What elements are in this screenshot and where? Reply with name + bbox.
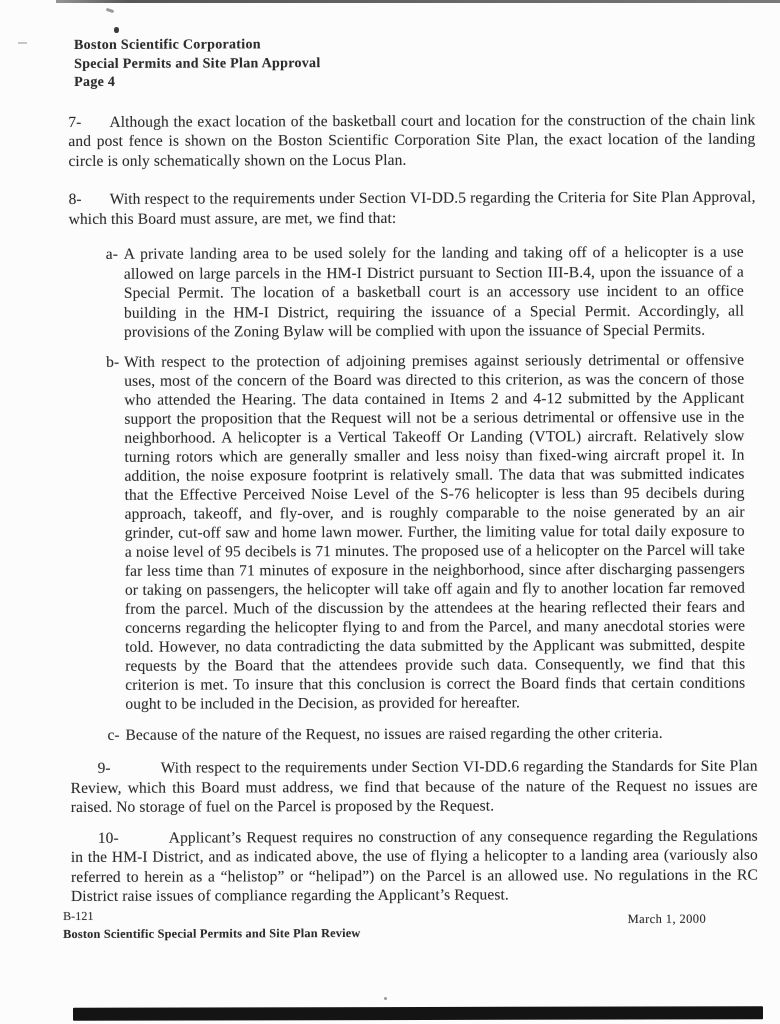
scan-edge-artifact-bottom bbox=[73, 1006, 763, 1020]
paragraph-7-number: 7- bbox=[68, 113, 82, 131]
document-header bbox=[74, 35, 755, 93]
subitem-a-label: a- bbox=[105, 245, 119, 263]
paragraph-9-text: With respect to the requirements under Section VI-DD.6 regarding the Standards for Site Plan Review, which this Board must address, we find that because of the nature of the Request no issues are raised. No storage of fuel on the Parcel is proposed by the Request. bbox=[70, 757, 758, 816]
paragraph-8 bbox=[69, 188, 756, 229]
subitem-c-text: Because of the nature of the Request, no issues are raised regarding the other criteria. bbox=[125, 724, 663, 744]
paragraph-7-text: Although the exact location of the basketball court and location for the construction of the chain link and post fence is shown on the Boston Scientific Corporation Site Plan, the exact location of the landing circle is only schematically shown on the Locus Plan. bbox=[68, 111, 756, 170]
paragraph-10 bbox=[71, 826, 758, 906]
header-page-number: Page 4 bbox=[74, 74, 116, 90]
subitem-a-text: A private landing area to be used solely for the landing and taking off of a helicopter is a use allowed on large parcels in the HM-I District pursuant to Section III-B.4, upon the issuance of a Special Permit. The location of a basketball court is an accessory use incident to an office building in the HM-I District, requiring the issuance of a Special Permit. Accordingly, all provisions of the Zoning Bylaw will be complied with upon the issuance of Special Permits. bbox=[123, 243, 744, 341]
header-subject: Special Permits and Site Plan Approval bbox=[74, 55, 321, 72]
subitem-c-label: c- bbox=[107, 726, 120, 744]
subitem-c bbox=[107, 723, 745, 745]
scan-speck bbox=[106, 8, 115, 13]
paragraph-7 bbox=[68, 110, 755, 171]
paragraph-10-text: Applicant’s Request requires no construction of any consequence regarding the Regulations in the HM-I District, and as indicated above, the use of flying a helicopter to a landing area (variously also referred to herein as a “helistop” or “helipad”) on the Parcel is an allowed use. No regulations in the RC District raise issues of compliance regarding the Applicant’s Request. bbox=[70, 827, 758, 905]
paragraph-8-text: With respect to the requirements under Section VI-DD.5 regarding the Criteria for Site Plan Approval, which this Board must assure, are met, we find that: bbox=[68, 188, 756, 228]
subitem-b-label: b- bbox=[106, 353, 120, 371]
scan-speck bbox=[18, 42, 27, 44]
subitem-b bbox=[106, 350, 745, 713]
footer-row bbox=[63, 906, 758, 926]
footer-date: March 1, 2000 bbox=[627, 911, 707, 926]
scan-edge-artifact bbox=[56, 0, 780, 3]
subitem-b-text: With respect to the protection of adjoining premises against seriously detrimental or offensive uses, most of the concern of the Board was directed to this criterion, as was the concern of those who attended the Hearing. The data contained in Items 2 and 4-12 submitted by the Applicant support the proposition that the Request will not be a serious detrimental or offensive use in the neighborhood. A helicopter is a Vertical Takeoff Or Landing (VTOL) aircraft. Relatively slow turning rotors which are generally smaller and less noisy than fixed-wing aircraft propel it. In addition, the noise exposure footprint is relatively small. The data that was submitted indicates that the Effective Perceived Noise Level of the S-76 helicopter is less than 95 decibels during approach, takeoff, and fly-over, and is roughly comparable to the noise generated by an air grinder, cut-off saw and home lawn mower. Further, the limiting value for total daily exposure to a noise level of 95 decibels is 71 minutes. The proposed use of a helicopter on the Parcel will take far less time than 71 minutes of exposure in the neighborhood, since after discharging passengers or taking on passengers, the helicopter will take off again and fly to another location far removed from the parcel. Much of the discussion by the attendees at the hearing reflected their fears and concerns regarding the helicopter flying to and from the Parcel, and many anecdotal stories were told. However, no data contradicting the data submitted by the Applicant was submitted, despite requests by the Board that the attendees provide such data. Consequently, we find that this criterion is met. To insure that this conclusion is correct the Board finds that certain conditions ought to be included in the Decision, as provided for hereafter. bbox=[124, 351, 746, 713]
paragraph-9 bbox=[71, 757, 758, 818]
paragraph-8-number: 8- bbox=[68, 190, 82, 208]
scan-speck bbox=[114, 27, 119, 33]
document-footer bbox=[63, 906, 758, 944]
paragraph-9-number: 9- bbox=[97, 759, 111, 777]
footer-review-title: Boston Scientific Special Permits and Site Plan Review bbox=[63, 925, 361, 941]
page-content bbox=[60, 35, 758, 944]
footer-document-ref: B-121 bbox=[63, 908, 94, 923]
paragraph-10-number: 10- bbox=[97, 829, 119, 847]
scan-speck bbox=[384, 997, 387, 1000]
subitem-a bbox=[106, 243, 744, 343]
header-company: Boston Scientific Corporation bbox=[74, 37, 261, 53]
